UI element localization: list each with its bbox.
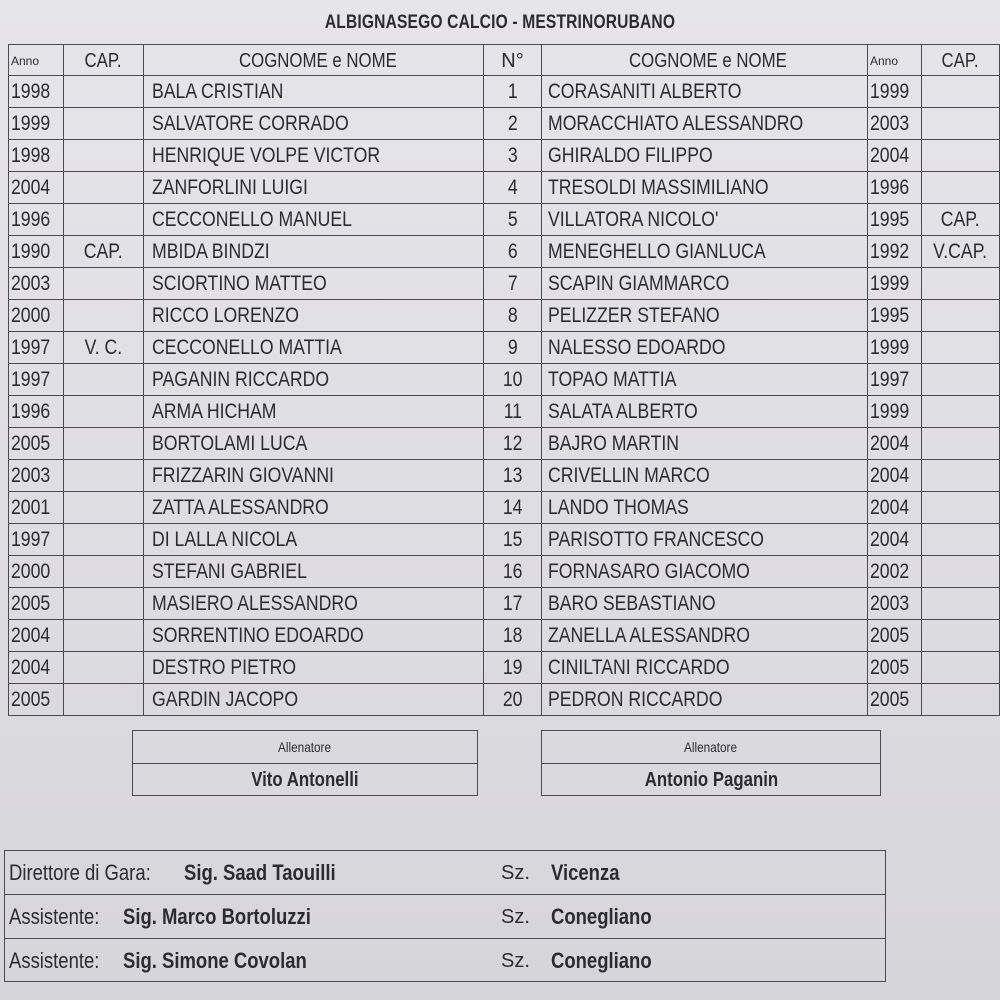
player-birth-year-away: 1999 xyxy=(868,396,922,428)
player-name-home: FRIZZARIN GIOVANNI xyxy=(144,460,484,492)
player-name-away: MORACCHIATO ALESSANDRO xyxy=(542,108,868,140)
player-name-home: ZATTA ALESSANDRO xyxy=(144,492,484,524)
player-captain-home xyxy=(64,396,144,428)
shirt-number: 8 xyxy=(484,300,542,332)
player-captain-away xyxy=(922,76,1000,108)
official-role: Assistente: xyxy=(9,948,100,973)
player-captain-away xyxy=(922,556,1000,588)
table-row xyxy=(8,428,1000,460)
player-captain-away xyxy=(922,140,1000,172)
player-name-home: SALVATORE CORRADO xyxy=(144,108,484,140)
player-birth-year-away: 1999 xyxy=(868,332,922,364)
header-anno-away: Anno xyxy=(868,44,922,76)
player-name-away: CRIVELLIN MARCO xyxy=(542,460,868,492)
shirt-number: 3 xyxy=(484,140,542,172)
player-captain-away xyxy=(922,684,1000,716)
player-birth-year-away: 1999 xyxy=(868,268,922,300)
official-name: Sig. Marco Bortoluzzi xyxy=(122,904,311,929)
player-birth-year-home: 2004 xyxy=(8,620,64,652)
player-captain-home xyxy=(64,76,144,108)
player-captain-home xyxy=(64,652,144,684)
player-name-away: TOPAO MATTIA xyxy=(542,364,868,396)
player-captain-home xyxy=(64,460,144,492)
official-city: Conegliano xyxy=(551,948,652,973)
table-row xyxy=(8,108,1000,140)
player-captain-away xyxy=(922,396,1000,428)
official-name: Sig. Saad Taouilli xyxy=(183,860,336,885)
player-name-home: HENRIQUE VOLPE VICTOR xyxy=(144,140,484,172)
player-name-home: CECCONELLO MATTIA xyxy=(144,332,484,364)
shirt-number: 11 xyxy=(484,396,542,428)
home-coach-name: Vito Antonelli xyxy=(251,769,359,791)
player-captain-home: V. C. xyxy=(64,332,144,364)
official-row xyxy=(5,939,885,983)
player-name-home: ARMA HICHAM xyxy=(144,396,484,428)
player-name-away: BAJRO MARTIN xyxy=(542,428,868,460)
player-birth-year-home: 1998 xyxy=(8,140,64,172)
player-birth-year-home: 2005 xyxy=(8,684,64,716)
player-birth-year-away: 1999 xyxy=(868,76,922,108)
home-coach-box xyxy=(132,730,478,796)
player-birth-year-home: 2005 xyxy=(8,588,64,620)
player-captain-home xyxy=(64,204,144,236)
shirt-number: 14 xyxy=(484,492,542,524)
official-role: Assistente: xyxy=(9,904,100,929)
player-birth-year-away: 2005 xyxy=(868,684,922,716)
table-row xyxy=(8,236,1000,268)
shirt-number: 12 xyxy=(484,428,542,460)
player-birth-year-away: 1995 xyxy=(868,300,922,332)
player-name-away: PARISOTTO FRANCESCO xyxy=(542,524,868,556)
header-name-away: COGNOME e NOME xyxy=(542,44,868,76)
table-row xyxy=(8,556,1000,588)
player-captain-away: CAP. xyxy=(922,204,1000,236)
player-name-home: RICCO LORENZO xyxy=(144,300,484,332)
table-header xyxy=(8,44,1000,76)
player-birth-year-home: 2004 xyxy=(8,172,64,204)
shirt-number: 9 xyxy=(484,332,542,364)
player-captain-home xyxy=(64,684,144,716)
player-captain-away xyxy=(922,172,1000,204)
table-row xyxy=(8,268,1000,300)
header-number: N° xyxy=(484,44,542,76)
player-birth-year-away: 2002 xyxy=(868,556,922,588)
player-captain-away xyxy=(922,268,1000,300)
player-captain-away xyxy=(922,300,1000,332)
player-name-away: FORNASARO GIACOMO xyxy=(542,556,868,588)
official-name: Sig. Simone Covolan xyxy=(122,948,307,973)
player-birth-year-home: 2000 xyxy=(8,300,64,332)
player-captain-away xyxy=(922,492,1000,524)
player-name-home: GARDIN JACOPO xyxy=(144,684,484,716)
player-captain-away: V.CAP. xyxy=(922,236,1000,268)
player-birth-year-away: 2004 xyxy=(868,140,922,172)
player-name-home: MBIDA BINDZI xyxy=(144,236,484,268)
player-birth-year-home: 1999 xyxy=(8,108,64,140)
table-row xyxy=(8,652,1000,684)
player-name-home: DESTRO PIETRO xyxy=(144,652,484,684)
player-captain-home xyxy=(64,268,144,300)
table-row xyxy=(8,300,1000,332)
table-row xyxy=(8,172,1000,204)
player-name-away: MENEGHELLO GIANLUCA xyxy=(542,236,868,268)
player-birth-year-home: 2003 xyxy=(8,460,64,492)
player-name-home: BALA CRISTIAN xyxy=(144,76,484,108)
player-name-away: SALATA ALBERTO xyxy=(542,396,868,428)
player-name-away: LANDO THOMAS xyxy=(542,492,868,524)
player-name-away: SCAPIN GIAMMARCO xyxy=(542,268,868,300)
table-row xyxy=(8,620,1000,652)
player-birth-year-home: 2001 xyxy=(8,492,64,524)
player-birth-year-home: 2003 xyxy=(8,268,64,300)
player-name-away: VILLATORA NICOLO' xyxy=(542,204,868,236)
table-row xyxy=(8,332,1000,364)
table-row xyxy=(8,684,1000,716)
player-captain-home xyxy=(64,300,144,332)
player-name-home: MASIERO ALESSANDRO xyxy=(144,588,484,620)
official-sz: Sz. xyxy=(501,862,530,884)
header-name-home: COGNOME e NOME xyxy=(144,44,484,76)
table-row xyxy=(8,364,1000,396)
shirt-number: 17 xyxy=(484,588,542,620)
player-captain-home xyxy=(64,492,144,524)
player-captain-away xyxy=(922,332,1000,364)
shirt-number: 7 xyxy=(484,268,542,300)
player-birth-year-away: 2004 xyxy=(868,492,922,524)
player-birth-year-away: 1995 xyxy=(868,204,922,236)
shirt-number: 2 xyxy=(484,108,542,140)
shirt-number: 4 xyxy=(484,172,542,204)
away-coach-box xyxy=(541,730,881,796)
player-birth-year-home: 2000 xyxy=(8,556,64,588)
table-row xyxy=(8,588,1000,620)
player-birth-year-home: 1990 xyxy=(8,236,64,268)
player-name-home: DI LALLA NICOLA xyxy=(144,524,484,556)
officials-table xyxy=(4,850,886,982)
player-captain-home xyxy=(64,524,144,556)
player-birth-year-away: 1996 xyxy=(868,172,922,204)
official-city: Conegliano xyxy=(551,904,652,929)
player-name-away: ZANELLA ALESSANDRO xyxy=(542,620,868,652)
official-sz: Sz. xyxy=(501,906,530,928)
table-row xyxy=(8,76,1000,108)
official-row xyxy=(5,851,885,895)
player-birth-year-away: 2004 xyxy=(868,428,922,460)
player-captain-home: CAP. xyxy=(64,236,144,268)
header-cap-home: CAP. xyxy=(64,44,144,76)
player-captain-away xyxy=(922,108,1000,140)
player-captain-away xyxy=(922,460,1000,492)
player-birth-year-home: 1996 xyxy=(8,204,64,236)
player-captain-away xyxy=(922,620,1000,652)
home-coach-label: Allenatore xyxy=(133,731,477,764)
header-anno-home: Anno xyxy=(8,44,64,76)
player-birth-year-away: 2005 xyxy=(868,620,922,652)
player-name-home: SCIORTINO MATTEO xyxy=(144,268,484,300)
table-row xyxy=(8,492,1000,524)
shirt-number: 16 xyxy=(484,556,542,588)
player-birth-year-home: 1998 xyxy=(8,76,64,108)
player-name-home: STEFANI GABRIEL xyxy=(144,556,484,588)
player-captain-home xyxy=(64,428,144,460)
player-captain-home xyxy=(64,364,144,396)
official-row xyxy=(5,895,885,939)
player-birth-year-away: 1992 xyxy=(868,236,922,268)
player-name-home: CECCONELLO MANUEL xyxy=(144,204,484,236)
player-captain-home xyxy=(64,172,144,204)
player-name-away: GHIRALDO FILIPPO xyxy=(542,140,868,172)
shirt-number: 1 xyxy=(484,76,542,108)
player-birth-year-away: 2004 xyxy=(868,524,922,556)
shirt-number: 19 xyxy=(484,652,542,684)
player-name-away: PELIZZER STEFANO xyxy=(542,300,868,332)
table-row xyxy=(8,204,1000,236)
shirt-number: 18 xyxy=(484,620,542,652)
shirt-number: 20 xyxy=(484,684,542,716)
shirt-number: 15 xyxy=(484,524,542,556)
player-birth-year-home: 1997 xyxy=(8,364,64,396)
player-name-away: BARO SEBASTIANO xyxy=(542,588,868,620)
player-captain-away xyxy=(922,588,1000,620)
player-captain-away xyxy=(922,652,1000,684)
player-birth-year-away: 2005 xyxy=(868,652,922,684)
table-row xyxy=(8,460,1000,492)
player-captain-home xyxy=(64,588,144,620)
player-birth-year-home: 1997 xyxy=(8,524,64,556)
player-birth-year-home: 1996 xyxy=(8,396,64,428)
player-captain-home xyxy=(64,556,144,588)
table-row xyxy=(8,524,1000,556)
player-name-home: PAGANIN RICCARDO xyxy=(144,364,484,396)
player-birth-year-away: 1997 xyxy=(868,364,922,396)
player-name-home: ZANFORLINI LUIGI xyxy=(144,172,484,204)
official-role: Direttore di Gara: xyxy=(9,860,151,885)
player-name-away: CINILTANI RICCARDO xyxy=(542,652,868,684)
player-name-away: PEDRON RICCARDO xyxy=(542,684,868,716)
player-captain-home xyxy=(64,108,144,140)
player-name-away: NALESSO EDOARDO xyxy=(542,332,868,364)
player-birth-year-away: 2003 xyxy=(868,588,922,620)
shirt-number: 5 xyxy=(484,204,542,236)
player-birth-year-home: 2004 xyxy=(8,652,64,684)
player-captain-away xyxy=(922,524,1000,556)
match-title: ALBIGNASEGO CALCIO - MESTRINORUBANO xyxy=(324,12,676,33)
table-row xyxy=(8,396,1000,428)
shirt-number: 10 xyxy=(484,364,542,396)
player-name-home: SORRENTINO EDOARDO xyxy=(144,620,484,652)
player-name-home: BORTOLAMI LUCA xyxy=(144,428,484,460)
header-cap-away: CAP. xyxy=(922,44,1000,76)
player-birth-year-away: 2004 xyxy=(868,460,922,492)
player-captain-away xyxy=(922,364,1000,396)
table-row xyxy=(8,140,1000,172)
player-captain-home xyxy=(64,620,144,652)
player-birth-year-home: 1997 xyxy=(8,332,64,364)
player-name-away: TRESOLDI MASSIMILIANO xyxy=(542,172,868,204)
player-birth-year-home: 2005 xyxy=(8,428,64,460)
player-name-away: CORASANITI ALBERTO xyxy=(542,76,868,108)
player-captain-away xyxy=(922,428,1000,460)
shirt-number: 13 xyxy=(484,460,542,492)
official-city: Vicenza xyxy=(551,860,620,885)
official-sz: Sz. xyxy=(501,950,530,972)
player-birth-year-away: 2003 xyxy=(868,108,922,140)
shirt-number: 6 xyxy=(484,236,542,268)
away-coach-label: Allenatore xyxy=(542,731,880,764)
player-captain-home xyxy=(64,140,144,172)
away-coach-name: Antonio Paganin xyxy=(644,769,778,791)
